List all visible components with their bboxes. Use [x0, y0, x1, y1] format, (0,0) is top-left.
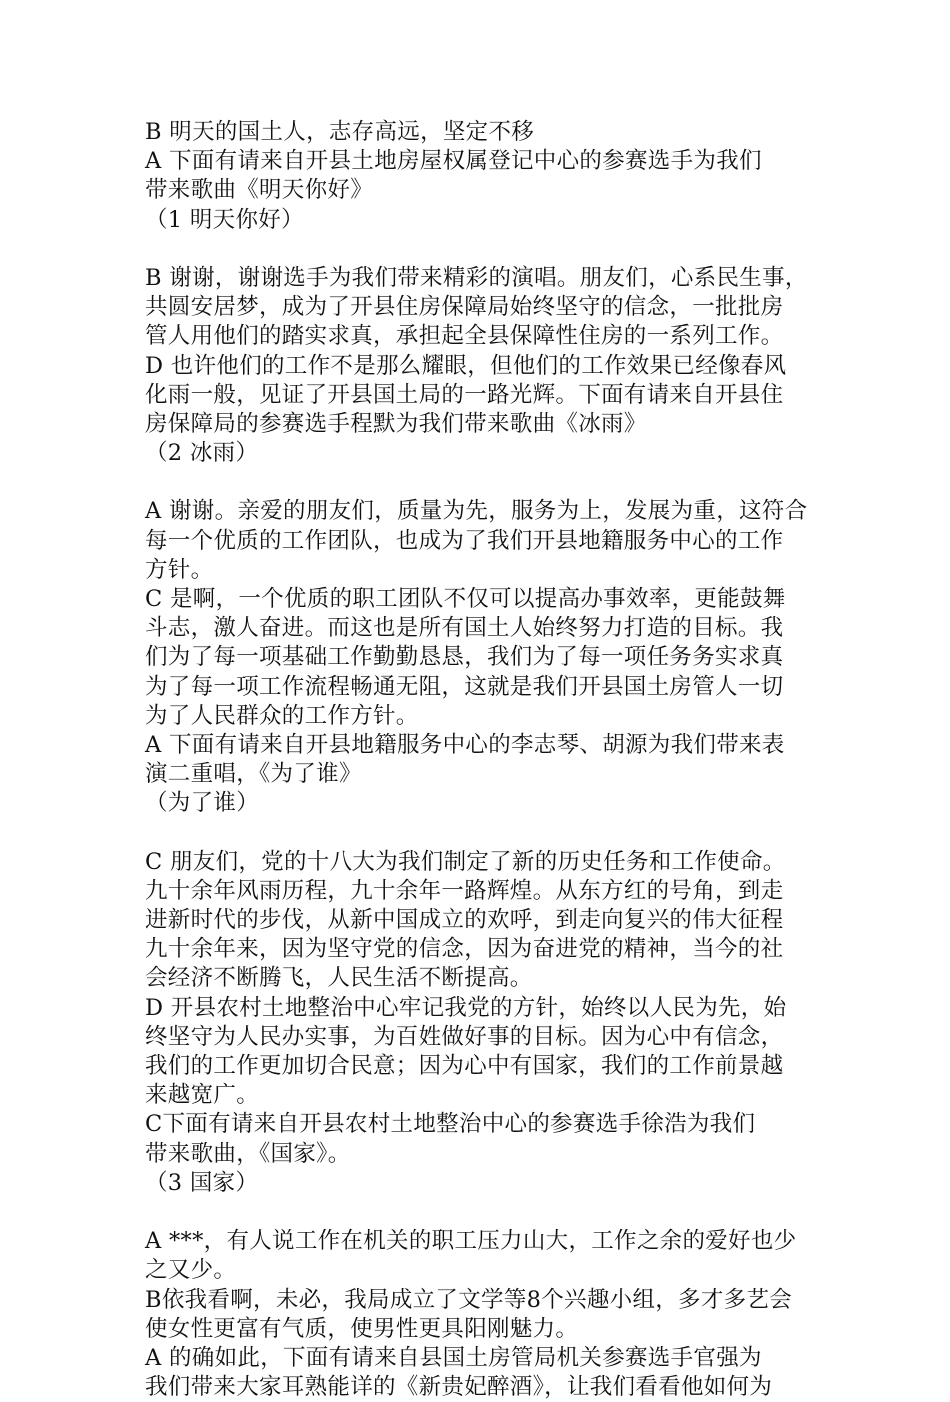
text-line: D 也许他们的工作不是那么耀眼，但他们的工作效果已经像春风 — [145, 352, 787, 379]
text-line: 房保障局的参赛选手程默为我们带来歌曲《冰雨》 — [145, 410, 647, 437]
text-line: 我们带来大家耳熟能详的《新贵妃醉酒》，让我们看看他如何为 — [145, 1374, 773, 1401]
text-line: B 明天的国土人，志存高远，坚定不移 — [145, 119, 535, 145]
text-line: C 朋友们，党的十八大为我们制定了新的历史任务和工作使命。 — [145, 848, 786, 875]
text-line: 九十余年风雨历程，九十余年一路辉煌。从东方红的号角，到走 — [145, 877, 784, 904]
text-line: 为了人民群众的工作方针。 — [145, 702, 419, 729]
script-paragraph — [145, 264, 810, 468]
script-paragraph — [145, 118, 810, 235]
text-line: （2 冰雨） — [145, 440, 259, 467]
text-line: 化雨一般，见证了开县国土局的一路光辉。下面有请来自开县住 — [145, 381, 784, 408]
text-line: A ***，有人说工作在机关的职工压力山大，工作之余的爱好也少 — [145, 1228, 797, 1255]
text-line: B依我看啊，未必，我局成立了文学等8个兴趣小组，多才多艺会 — [145, 1286, 793, 1313]
text-line: 共圆安居梦，成为了开县住房保障局始终坚守的信念，一批批房 — [145, 294, 784, 321]
text-line: A 谢谢。亲爱的朋友们，质量为先，服务为上，发展为重，这符合 — [145, 498, 808, 525]
text-line: 我们的工作更加切合民意；因为心中有国家，我们的工作前景越 — [145, 1053, 784, 1079]
paragraph-spacer — [145, 819, 810, 848]
text-line: 会经济不断腾飞，人民生活不断提高。 — [145, 965, 533, 992]
paragraph-spacer — [145, 468, 810, 497]
text-line: 演二重唱，《为了谁》 — [145, 761, 362, 788]
text-line: 带来歌曲《明天你好》 — [145, 177, 374, 204]
text-line: 九十余年来，因为坚守党的信念，因为奋进党的精神，当今的社 — [145, 936, 784, 963]
text-line: 使女性更富有气质，使男性更具阳刚魅力。 — [145, 1315, 579, 1342]
document-body — [145, 118, 810, 1402]
text-line: （3 国家） — [145, 1169, 259, 1196]
text-line: 管人用他们的踏实求真，承担起全县保障性住房的一系列工作。 — [145, 323, 784, 350]
text-line: （为了谁） — [145, 790, 260, 817]
text-line: 之又少。 — [145, 1257, 237, 1284]
text-line: A 的确如此，下面有请来自县国土房管局机关参赛选手官强为 — [145, 1344, 762, 1371]
text-line: B 谢谢，谢谢选手为我们带来精彩的演唱。朋友们，心系民生事， — [145, 264, 808, 291]
text-line: C 是啊，一个优质的职工团队不仅可以提高办事效率，更能鼓舞 — [145, 586, 786, 612]
text-line: 带来歌曲，《国家》。 — [145, 1140, 351, 1167]
text-line: 终坚守为人民办实事，为百姓做好事的目标。因为心中有信念， — [145, 1023, 784, 1050]
text-line: 们为了每一项基础工作勤勤恳恳，我们为了每一项任务务实求真 — [145, 644, 784, 671]
script-paragraph — [145, 848, 810, 1198]
script-paragraph — [145, 1227, 810, 1402]
text-line: C下面有请来自开县农村土地整治中心的参赛选手徐浩为我们 — [145, 1111, 756, 1138]
text-line: A 下面有请来自开县地籍服务中心的李志琴、胡源为我们带来表 — [145, 731, 785, 758]
text-line: 方针。 — [145, 556, 214, 583]
script-paragraph — [145, 497, 810, 818]
paragraph-spacer — [145, 1198, 810, 1227]
text-line: 每一个优质的工作团队，也成为了我们开县地籍服务中心的工作 — [145, 527, 784, 554]
text-line: A 下面有请来自开县土地房屋权属登记中心的参赛选手为我们 — [145, 148, 762, 175]
text-line: 为了每一项工作流程畅通无阻，这就是我们开县国土房管人一切 — [145, 673, 784, 700]
text-line: （1 明天你好） — [145, 206, 304, 233]
text-line: D 开县农村土地整治中心牢记我党的方针，始终以人民为先，始 — [145, 994, 787, 1021]
text-line: 进新时代的步伐，从新中国成立的欢呼，到走向复兴的伟大征程 — [145, 907, 784, 934]
text-line: 来越宽广。 — [145, 1082, 260, 1109]
text-line: 斗志，激人奋进。而这也是所有国土人始终努力打造的目标。我 — [145, 615, 784, 642]
paragraph-spacer — [145, 235, 810, 264]
